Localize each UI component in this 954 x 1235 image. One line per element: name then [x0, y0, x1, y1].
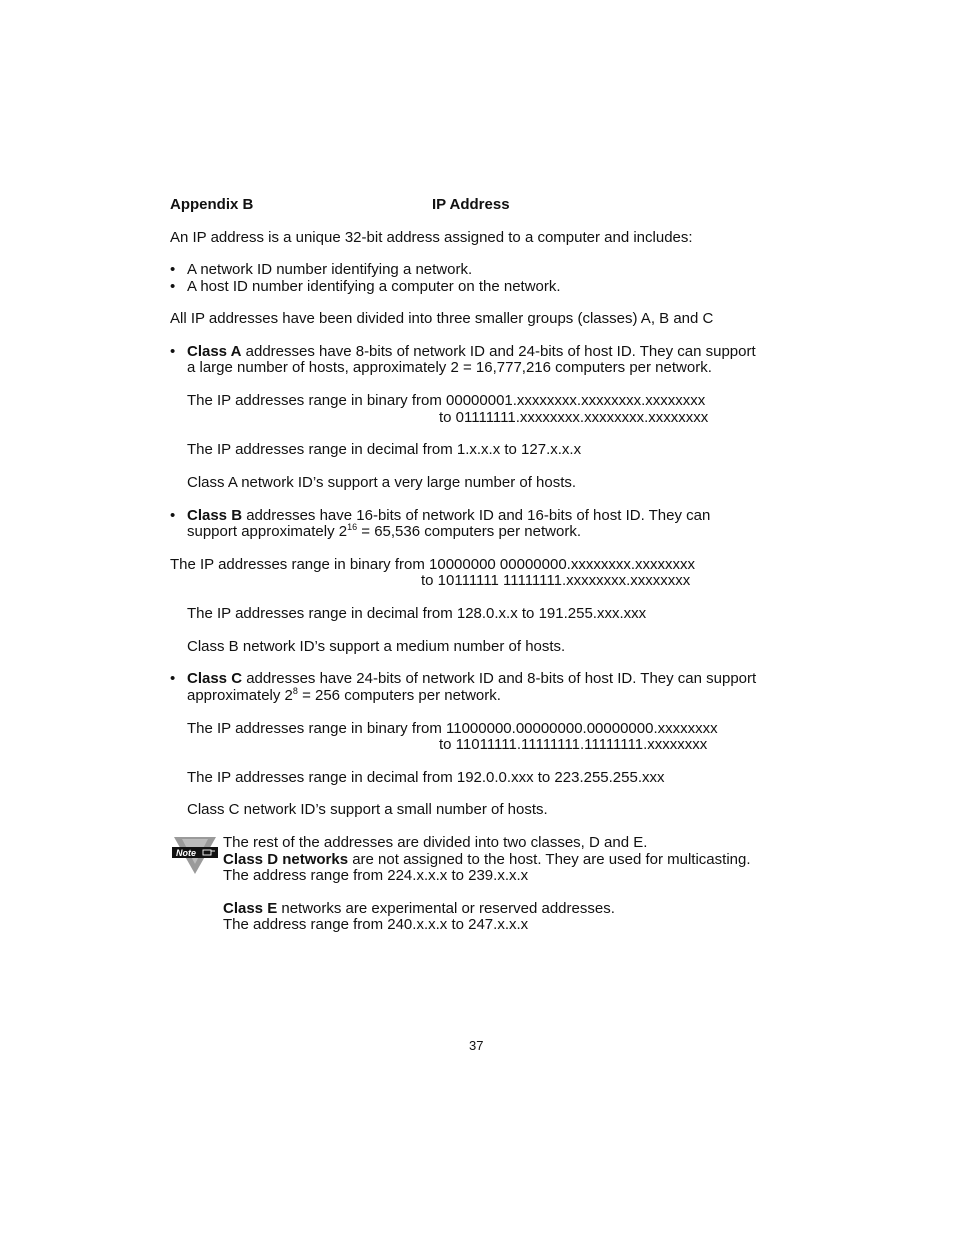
note-class-d-range: The address range from 224.x.x.x to 239.x.x.x [223, 867, 529, 884]
page-number: 37 [469, 1038, 484, 1053]
groups-text: All IP addresses have been divided into three smaller groups (classes) A, B and C [170, 310, 714, 327]
note-class-d-line: Class D networks are not assigned to the host. They are used for multicasting. [223, 851, 751, 868]
class-a-decimal: The IP addresses range in decimal from 1.x.x.x to 127.x.x.x [187, 441, 582, 458]
bullet-marker: • [170, 261, 176, 278]
class-c-label: Class C [187, 670, 243, 687]
class-a-line-2: a large number of hosts, approximately 2 = 16,777,216 computers per network. [187, 359, 712, 376]
class-b-line-2: support approximately $2^{16} = 65,536$ computers per network. [187, 522, 581, 540]
class-a-binary-to: to 01111111.xxxxxxxx.xxxxxxxx.xxxxxxxx [439, 409, 709, 426]
class-c-binary-from: The IP addresses range in binary from 11000000.00000000.00000000.xxxxxxxx [187, 720, 718, 737]
page-title: IP Address [432, 196, 510, 213]
bullet-marker: • [170, 670, 176, 687]
class-b-binary-from: The IP addresses range in binary from 10000000 00000000.xxxxxxxx.xxxxxxxx [170, 556, 695, 573]
class-a-support: Class A network ID’s support a very large number of hosts. [187, 474, 577, 491]
class-e-label: Class E [223, 900, 278, 917]
class-c-support: Class C network ID’s support a small number of hosts. [187, 801, 548, 818]
note-class-e-line: Class E networks are experimental or reserved addresses. [223, 900, 615, 917]
class-c-line-2: approximately $2^8 = 256$ computers per network. [187, 686, 501, 704]
intro-text: An IP address is a unique 32-bit address assigned to a computer and includes: [170, 229, 693, 246]
class-b-support: Class B network ID’s support a medium number of hosts. [187, 638, 566, 655]
bullet-marker: • [170, 507, 176, 524]
appendix-label: Appendix B [170, 196, 254, 213]
bullet-marker: • [170, 343, 176, 360]
class-a-label: Class A [187, 343, 242, 360]
class-b-label: Class B [187, 507, 243, 524]
note-icon [172, 836, 218, 876]
note-icon-label: Note [176, 848, 196, 858]
class-c-binary-to: to 11011111.11111111.11111111.xxxxxxxx [439, 736, 708, 753]
class-b-decimal: The IP addresses range in decimal from 128.0.x.x to 191.255.xxx.xxx [187, 605, 647, 622]
intro-bullet-2: A host ID number identifying a computer on the network. [187, 278, 561, 295]
note-class-e-range: The address range from 240.x.x.x to 247.x.x.x [223, 916, 529, 933]
class-d-label: Class D networks [223, 851, 349, 868]
intro-bullet-1: A network ID number identifying a network. [187, 261, 473, 278]
class-a-line-1: Class A addresses have 8-bits of network ID and 24-bits of host ID. They can support [187, 343, 756, 360]
class-a-binary-from: The IP addresses range in binary from 00000001.xxxxxxxx.xxxxxxxx.xxxxxxxx [187, 392, 706, 409]
class-c-line-1: Class C addresses have 24-bits of network ID and 8-bits of host ID. They can support [187, 670, 757, 687]
note-line-1: The rest of the addresses are divided into two classes, D and E. [223, 834, 648, 851]
class-c-decimal: The IP addresses range in decimal from 192.0.0.xxx to 223.255.255.xxx [187, 769, 665, 786]
bullet-marker: • [170, 278, 176, 295]
class-b-line-1: Class B addresses have 16-bits of network ID and 16-bits of host ID. They can [187, 507, 711, 524]
class-b-binary-to: to 10111111 11111111.xxxxxxxx.xxxxxxxx [421, 572, 691, 589]
